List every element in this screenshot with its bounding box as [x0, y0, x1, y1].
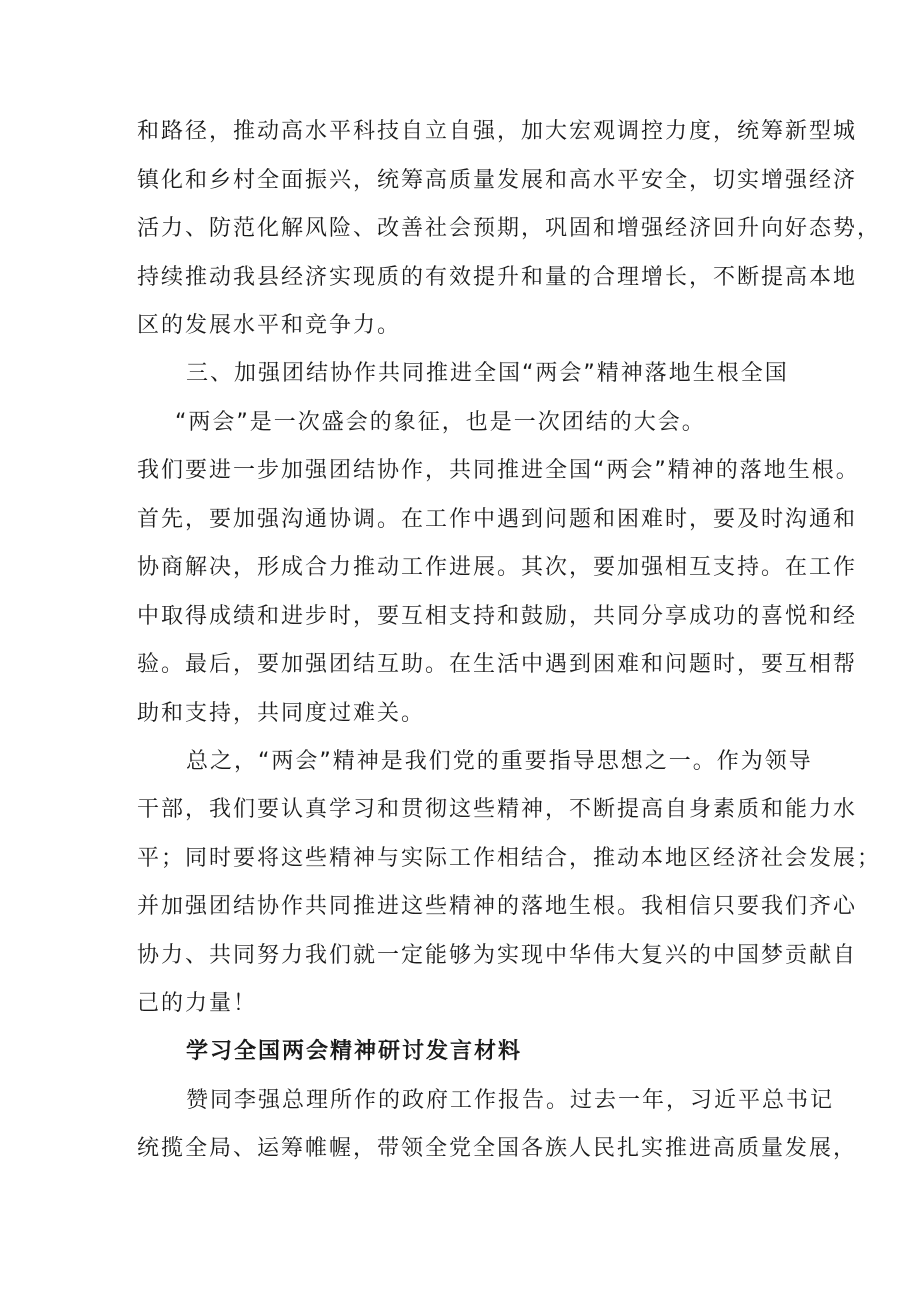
paragraph-line: 镇化和乡村全面振兴，统筹高质量发展和高水平安全，切实增强经济: [137, 168, 858, 193]
paragraph-line: 平；同时要将这些精神与实际工作相结合，推动本地区经济社会发展；: [137, 846, 882, 871]
paragraph-line: 干部，我们要认真学习和贯彻这些精神，不断提高自身素质和能力水: [137, 797, 858, 822]
paragraph-line: 赞同李强总理所作的政府工作报告。过去一年，习近平总书记: [186, 1088, 835, 1113]
paragraph-line: 持续推动我县经济实现质的有效提升和量的合理增长，不断提高本地: [137, 265, 858, 290]
document-title: 学习全国两会精神研讨发言材料: [186, 1039, 523, 1064]
paragraph-line: 协力、共同努力我们就一定能够为实现中华伟大复兴的中国梦贡献自: [137, 943, 858, 968]
paragraph-line: 己的力量！: [137, 991, 258, 1016]
paragraph-line: 我们要进一步加强团结协作，共同推进全国“两会”精神的落地生根。: [137, 458, 860, 483]
paragraph-line: 协商解决，形成合力推动工作进展。其次，要加强相互支持。在工作: [137, 555, 858, 580]
paragraph-line: 验。最后，要加强团结互助。在生活中遇到困难和问题时，要互相帮: [137, 652, 858, 677]
paragraph-line: 中取得成绩和进步时，要互相支持和鼓励，共同分享成功的喜悦和经: [137, 604, 858, 629]
paragraph-line: 并加强团结协作共同推进这些精神的落地生根。我相信只要我们齐心: [137, 894, 858, 919]
paragraph-line: 首先，要加强沟通协调。在工作中遇到问题和困难时，要及时沟通和: [137, 507, 858, 532]
paragraph-line: 统揽全局、运筹帷幄，带领全党全国各族人民扎实推进高质量发展，: [137, 1136, 858, 1161]
paragraph-line: 和路径，推动高水平科技自立自强，加大宏观调控力度，统筹新型城: [137, 119, 858, 144]
section-heading: 三、加强团结协作共同推进全国“两会”精神落地生根全国: [186, 361, 789, 386]
paragraph-line: 总之，“两会”精神是我们党的重要指导思想之一。作为领导: [186, 749, 813, 774]
paragraph-line: “两会”是一次盛会的象征，也是一次团结的大会。: [175, 410, 706, 435]
paragraph-line: 助和支持，共同度过难关。: [137, 701, 426, 726]
paragraph-line: 活力、防范化解风险、改善社会预期，巩固和增强经济回升向好态势，: [137, 216, 882, 241]
paragraph-line: 区的发展水平和竞争力。: [137, 313, 402, 338]
